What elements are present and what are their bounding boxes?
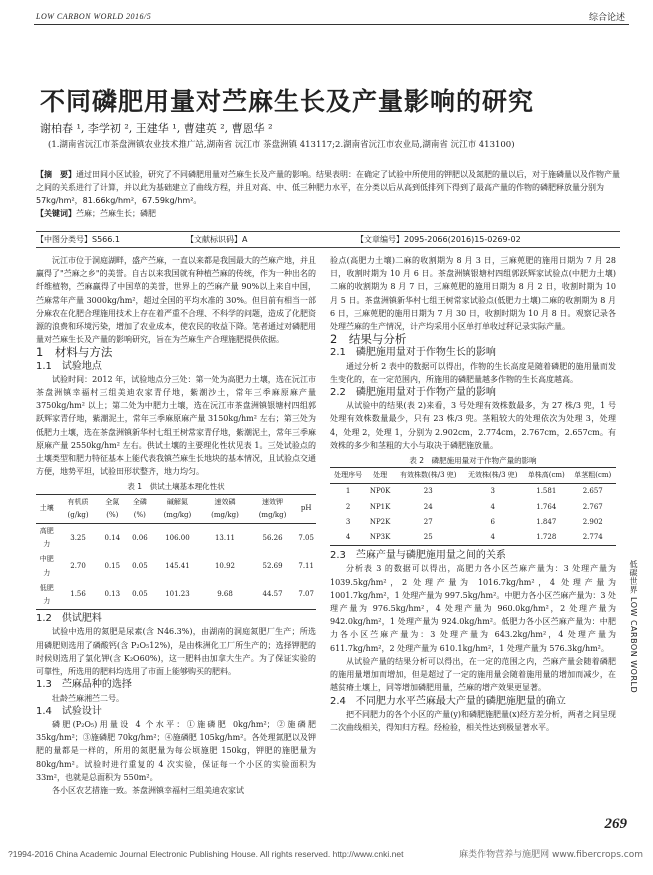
clc-number: 【中图分类号】S566.1 [36,235,120,244]
table-cell: 7.05 [298,533,314,542]
section-1-2-text: 试验中选用的氮肥是尿素(含 N46.3%)，由湖南的洞庭氮肥厂生产；所选用磷肥则选用了磷酸钙(含 P₂O₅12%)，是由株洲化工厂所生产的；选择钾肥的时候则选用了氯化钾(含 K₂O60%)，这一肥料由加拿大生产。为了保证实验的可靠性，所选用的肥料均选用了市面上能够购买的肥料。 [36,627,316,677]
table-cell: 27 [423,517,433,526]
table-header-cell: 单茎粗(cm) [570,468,617,484]
table-cell: 0.05 [132,562,148,571]
keywords: 苎麻；苎麻生长；磷肥 [76,209,156,218]
table-cell: 2 [345,502,351,511]
table-row [330,500,616,515]
table-row [36,552,316,580]
intro-paragraph: 沅江市位于洞庭湖畔，盛产苎麻，一直以来都是我国最大的苎麻产地，并且赢得了"苎麻之乡"的美誉。自古以来我国就有种植苎麻的传统，作为一种出名的纤维植物，苎麻赢得了中国草的美誉，世界上的苎麻产量 90%以上来自中国，苎麻常年产量 3000kg/hm²，超过全国的平均水准的 30%。但目前有相当一部分麻农在化肥合理施用技术上存在着严重不合理、不科学的问题，造成了化肥资源的浪费和环境污染，增加了农业成本，使农民的收益下降。笔者通过对磷肥用量对苎麻生长及产量的影响研究，旨在为苎麻生产合理施肥提供依据。 [36,256,316,345]
table-header-cell: 全磷(%) [126,494,154,523]
table-cell: 10.92 [214,562,235,571]
section-1-1-heading: 1.1 试验地点 [36,360,102,372]
header-divider [34,24,629,25]
table-header-cell: 有机质(g/kg) [58,494,99,523]
table-cell: 56.26 [262,533,283,542]
table-cell: 中肥力 [39,555,54,577]
table-cell: 1.56 [70,590,86,599]
section-1-4-heading: 1.4 试验设计 [36,705,102,717]
table-cell: NP1K [369,502,391,511]
keywords-label: 【关键词】 [36,209,76,218]
section-2-1-heading: 2.1 磷肥施用量对于作物生长的影响 [330,347,496,359]
section-2-heading: 2 结果与分析 [330,332,407,347]
section-2-2-heading: 2.2 磷肥施用量对于作物产量的影响 [330,387,496,399]
affiliation: (1.湖南省沅江市茶盘洲镇农业技术推广站,湖南省 沅江市 茶盘洲镇 413117;2.湖南省沅江市农业局,湖南省 沅江市 413100) [48,140,515,150]
table-header-cell: 处理序号 [330,468,366,484]
table-row [330,515,616,530]
table-cell: 2.657 [582,487,603,496]
paper-title: 不同磷肥用量对苎麻生长及产量影响的研究 [40,87,535,116]
table-cell: 0.14 [104,533,121,542]
abstract [36,168,620,220]
copyright-footer: ?1994-2016 China Academic Journal Electronic Publishing House. All rights reserved. http://www.cnki.net [8,849,404,859]
table-header-cell: 速效钾(mg/kg) [249,494,297,523]
table-cell: 1.764 [536,502,557,511]
table1 [36,494,316,611]
section-2-1-text: 通过分析 2 表中的数据可以得出，作物的生长高度是随着磷肥的施用量而发生变化的，在一定范围内，所施用的磷肥量越多作物的生长高度越高。 [330,361,616,384]
table-row [36,524,316,553]
table-cell: 23 [423,487,433,496]
side-journal-name: 低碳世界 LOW CARBON WORLD [629,560,638,694]
section-1-4-text-cont: 各小区农艺措施一致。茶盘洲镇幸福村三组美迪农家试 [52,785,244,795]
table-cell: 7.11 [298,562,314,571]
table-header-cell: 土壤 [36,494,58,523]
journal-header: LOW CARBON WORLD 2016/5 [36,12,152,21]
section-2-2-text: 从试验中的结果(表 2)来看，3 号处理有效株数最多，为 27 株/3 兜，1 号处理有效株数量最少，只有 23 株/3 兜。茎粗较大的处理依次为处理 3，处理 4，处理 2，处理 1，分别为 2.902cm，2.774cm，2.767cm，2.657cm。有效株的多少和茎粗的大小与取决于磷肥施放量。 [330,401,616,450]
table-row [36,581,316,610]
meta-divider-top [36,231,620,232]
table-cell: 低肥力 [39,583,54,606]
table-cell: 4 [490,502,495,511]
table-cell: 1.728 [536,533,557,542]
table2-caption: 表 2 磷肥施用量对于作物产量的影响 [409,456,537,466]
table-cell: 101.23 [165,590,190,599]
table-cell: 4 [490,533,495,542]
table-cell: 高肥力 [39,527,54,549]
section-2-3-text-2: 从试验产量的结果分析可以得出，在一定的范围之内，苎麻产量会随着磷肥的施用量增加而增加，但是超过了一定的施用量会随着施用量的增加而减少，在越贫瘠土壤上，同等增加磷肥用量，苎麻的增产效果更显著。 [330,656,616,693]
table-cell: 25 [423,533,433,542]
page-number: 269 [604,816,627,832]
table2 [330,467,616,546]
doc-code: 【文献标识码】A [186,235,248,244]
section-1-3-heading: 1.3 苎麻品种的选择 [36,679,132,691]
section-1-2-heading: 1.2 供试肥料 [36,613,102,625]
section-2-4-text: 把不同肥力的各个小区的产量(y)和磷肥施肥量(x)经方差分析，两者之间呈现二次曲线相关，得知归方程。经检验，相关性达到极显著水平。 [330,709,616,732]
table-cell: 3 [490,487,495,496]
table-header-cell: 处理 [366,468,394,484]
table-row [330,530,616,546]
article-number: 【文章编号】2095-2066(2016)15-0269-02 [356,235,521,244]
table-cell: 2.774 [582,533,603,542]
table-cell: 0.05 [132,590,148,599]
table-cell: NP3K [369,533,391,542]
table-header-cell: 单株高(cm) [523,468,569,484]
section-1-heading: 1 材料与方法 [36,345,113,360]
table-header-row [36,494,316,523]
section-2-3-text: 分析表 3 的数据可以得出，高肥力各小区苎麻产量为：3 处理产量为 1039.5kg/hm²，2 处理产量为 1016.7kg/hm²，4 处理产量为 1001.7kg/hm²，1 处理产量为 997.5kg/hm²。中肥力各小区苎麻产量为：3 处理产量为 976.5kg/hm²，4 处理产量为 960.0kg/hm²，2 处理产量为 942.0kg/hm²，1 处理产量为 924.0kg/hm²。低肥力各小区苎麻产量为：中肥力各小区苎麻产量为：3 处理产量为 643.2kg/hm²，4 处理产量为 611.7kg/hm²，2 处理产量为 610.1kg/hm²，1 处理产量为 576.3kg/hm²。 [330,564,616,653]
table1-caption: 表 1 供试土壤基本理化性状 [127,482,225,492]
table-cell: 44.57 [262,590,283,599]
section-1-3-text: 壮龄苎麻湘苎二号。 [52,693,124,703]
table-cell: NP2K [369,517,391,526]
table-cell: 3 [345,517,351,526]
section-header: 综合论述 [588,13,625,23]
table-cell: 145.41 [165,562,190,571]
table-cell: 24 [423,502,433,511]
table-header-cell: 速效磷(mg/kg) [201,494,249,523]
harvest-paragraph: 验点(高肥力土壤)二麻的收割期为 8 月 3 日，三麻蔸肥的施用日期为 7 月 28 日，收割时期为 10 月 6 日。茶盘洲镇银塘村四组郭跃辉家试验点(中肥力土壤)二麻的收割期为 8 月 7 日，三麻蔸肥的施用日期为 8 月 2 日，收割时期为 10 月 5 日。茶盘洲镇新华村七组王树常家试验点(低肥力土壤)二麻的收割期为 8 月 6 日，三麻蔸肥的施用日期为 7 月 30 日，收割时期为 10 月 8 日。观察记录各处理苎麻的生产情况，计产均采用小区单打单收过秤记录实际产量。 [330,256,616,332]
table-cell: 9.68 [217,590,233,599]
table-header-row [330,468,616,484]
table-cell: 1.847 [536,517,557,526]
abstract-text: 通过田间小区试验，研究了不同磷肥用量对苎麻生长及产量的影响。结果表明：在确定了试验中所使用的钾肥以及氮肥的量以后，对于施磷量以及作物产量之间的关系进行了计算，并以此为基础建立了曲线方程，并且对高、中、低三种肥力水平，在分类以后从高到低排列下得到了最高产量的作物的磷肥释放量分别为 57kg/hm²，81.66kg/hm²，67.59kg/hm²。 [36,170,620,205]
section-2-3-heading: 2.3 苎麻产量与磷肥施用量之间的关系 [330,550,506,562]
table-cell: 13.11 [214,533,235,542]
table-cell: 2.902 [582,517,603,526]
table-cell: 0.06 [132,533,148,542]
meta-divider-bottom [36,247,620,248]
table-header-cell: pH [296,494,316,523]
table-cell: 1 [345,487,351,496]
table-cell: 2.70 [70,562,86,571]
table-cell: 4 [345,533,351,542]
table-cell: 7.07 [298,590,314,599]
right-column [330,254,616,734]
watermark-footer: 麻类作物营养与施肥网 www.fibercrops.com [459,850,643,860]
left-column [36,254,316,797]
table-cell: 0.15 [104,562,121,571]
table-row [330,484,616,500]
table-cell: 3.25 [70,533,86,542]
section-1-4-text: 磷肥(P₂O₅)用量设 4 个水平：①施磷肥 0kg/hm²；②施磷肥 35kg/hm²；③施磷肥 70kg/hm²；④施磷肥 105kg/hm²。各处理氮肥以及钾肥的量都是一样的，所用的氮肥量为每公顷施肥 150kg，钾肥的施肥量为 80kg/hm²。试验时进行重复的 4 次实验，保证每一个小区的实验面积为 33m²，也就是总面积为 550m²。 [36,719,316,782]
table-header-cell: 全氮(%) [99,494,127,523]
table-cell: 2.767 [582,502,603,511]
table-header-cell: 碱解氮(mg/kg) [154,494,202,523]
table-cell: 106.00 [165,533,190,542]
table-cell: 52.69 [262,562,283,571]
table-cell: 6 [490,517,495,526]
table-cell: 0.13 [104,590,121,599]
table-header-cell: 有效株数(株/3 兜) [394,468,463,484]
abstract-label: 【摘 要】 [36,170,76,179]
table-header-cell: 无效株(株/3 兜) [462,468,523,484]
table-cell: NP0K [369,487,391,496]
table-cell: 1.581 [536,487,557,496]
section-1-1-text: 试验时间：2012 年，试验地点分三处：第一处为高肥力土壤，选在沅江市茶盘洲镇幸福村三组美迪农家青仔地，紫潮沙土，常年三季麻原麻产量 3750kg/hm² 以上；第二处为中肥力土壤，选在沅江市茶盘洲镇银塘村四组郭跃辉家青仔地，紫潮泥土，常年三季麻原麻产量 3150kg/hm² 左右；第三处为低肥力土壤，选在茶盘洲镇新华村七组王树常家青仔地，紫潮泥土，常年三季麻原麻产量 2550kg/hm² 左右。供试土壤的主要理化性状见表 1。三处试验点的土壤类型和肥力特征基本上能代表我镇苎麻生长地块的基本情况，且试验点交通方便，地势平坦，试验田形状整齐，地力均匀。 [36,374,316,477]
authors: 谢柏春 ¹, 李学初 ², 王建华 ¹, 曹建英 ², 曹恩华 ² [40,122,273,135]
section-2-4-heading: 2.4 不同肥力水平苎麻最大产量的磷肥施肥量的确立 [330,695,566,707]
